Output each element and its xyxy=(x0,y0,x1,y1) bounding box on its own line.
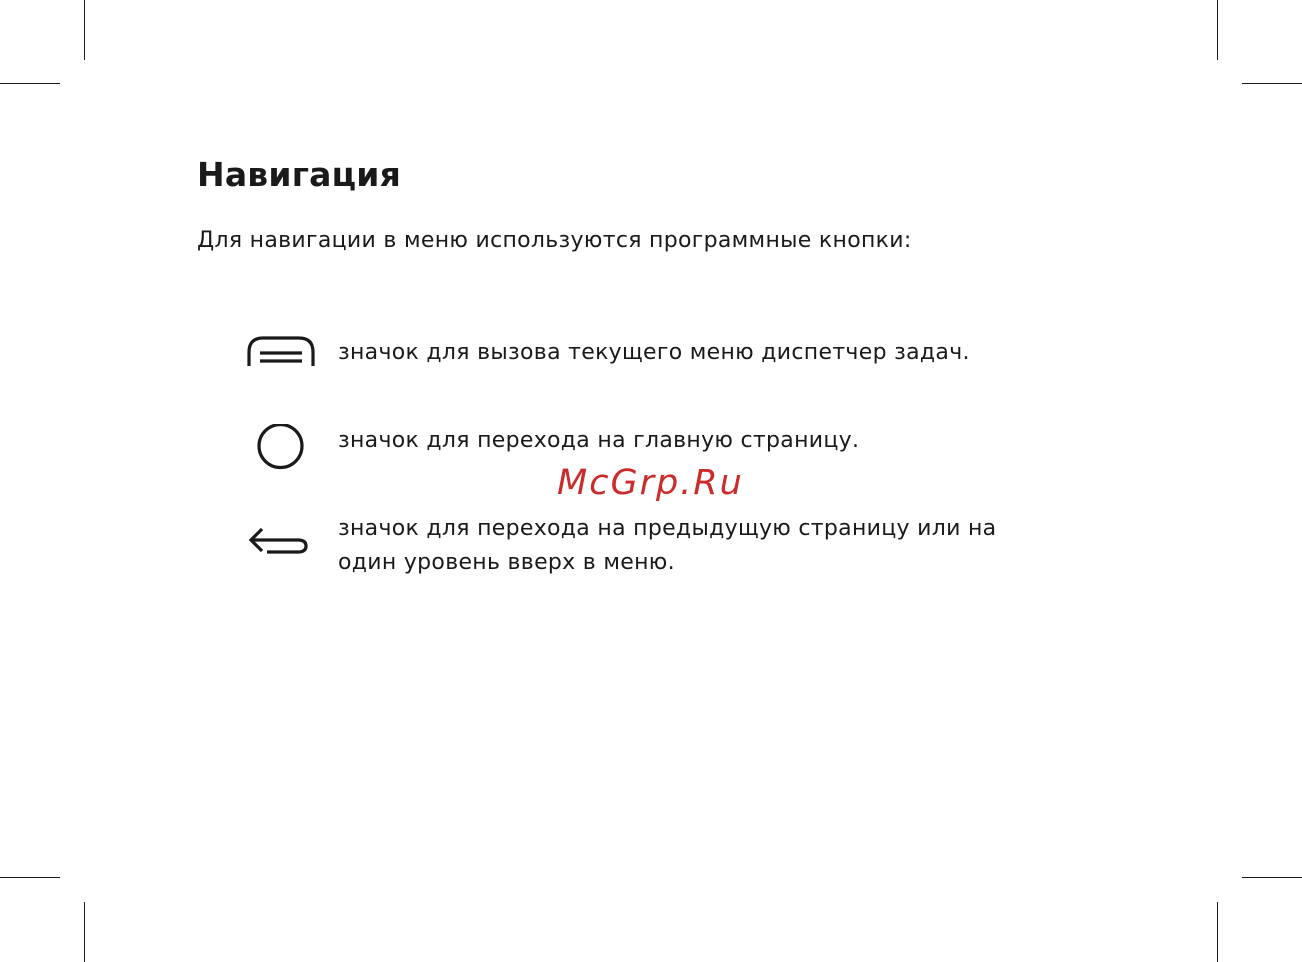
nav-item-description: значок для вызова текущего меню диспетчер задач. xyxy=(338,340,970,365)
crop-mark-bottom-left-vertical xyxy=(84,902,85,962)
nav-item-description: значок для перехода на предыдущую страницу или на один уровень вверх в меню. xyxy=(338,516,997,575)
nav-item-back xyxy=(240,512,1070,592)
back-icon xyxy=(240,512,324,572)
crop-mark-top-left-vertical xyxy=(84,0,85,60)
crop-mark-top-right-horizontal xyxy=(1242,83,1302,84)
crop-mark-top-right-vertical xyxy=(1217,0,1218,60)
page-title: Навигация xyxy=(197,155,401,194)
recent-apps-icon xyxy=(240,336,324,396)
nav-item-recent-apps xyxy=(240,336,1070,416)
crop-mark-bottom-right-horizontal xyxy=(1242,877,1302,878)
crop-mark-bottom-left-horizontal xyxy=(0,877,60,878)
home-icon xyxy=(240,424,324,484)
intro-text: Для навигации в меню используются программные кнопки: xyxy=(197,228,912,253)
watermark: McGrp.Ru xyxy=(557,463,744,503)
crop-mark-bottom-right-vertical xyxy=(1217,902,1218,962)
crop-mark-top-left-horizontal xyxy=(0,83,60,84)
nav-item-description: значок для перехода на главную страницу. xyxy=(338,428,860,453)
